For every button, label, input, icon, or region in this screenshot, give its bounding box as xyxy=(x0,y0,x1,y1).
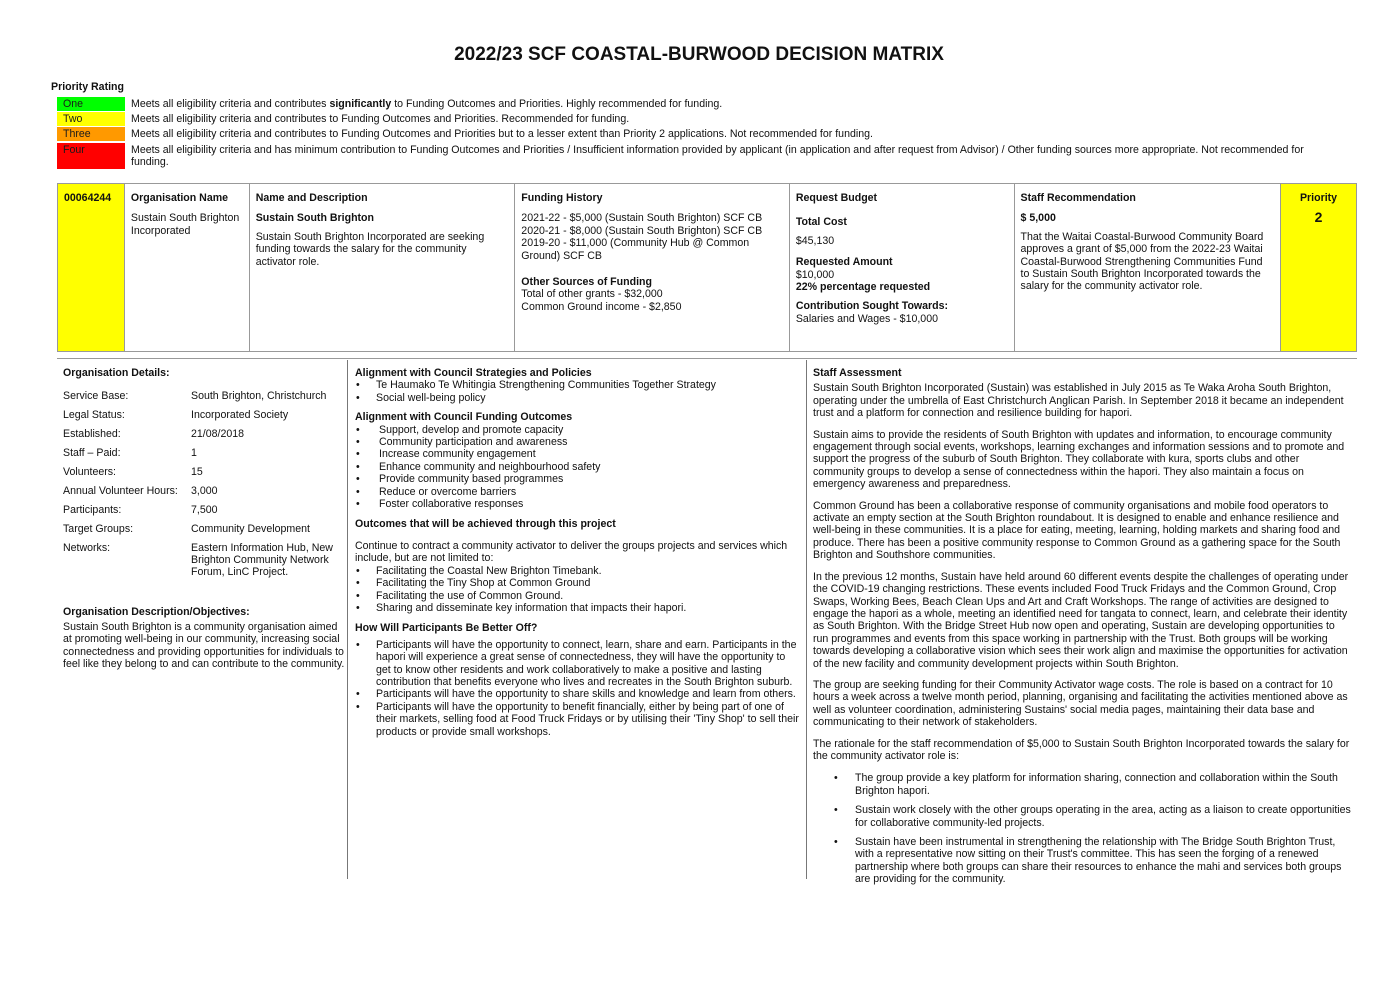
detail-value: 1 xyxy=(191,447,197,460)
detail-label: Annual Volunteer Hours: xyxy=(63,485,178,498)
request-budget-cell xyxy=(790,184,1015,351)
percentage-requested: 22% percentage requested xyxy=(795,281,931,294)
list-item: • Enhance community and neighbourhood safety xyxy=(355,461,801,473)
staff-recommendation-amount: $ 5,000 xyxy=(1020,212,1056,225)
column-divider xyxy=(806,360,807,879)
list-item: • Participants will have the opportunity to benefit financially, either by being part of one of their markets, selling food at Food Truck Fridays or by utilising their 'Tiny Shop' to sell their products or provide small workshops. xyxy=(355,701,801,738)
detail-row xyxy=(63,504,345,516)
project-intro: Continue to contract a community activator to deliver the groups projects and services which include, but are not limited to: xyxy=(355,539,788,565)
list-item: • Te Haumako Te Whitingia Strengthening Communities Together Strategy xyxy=(355,379,801,391)
requested-amount-label: Requested Amount xyxy=(795,256,893,269)
project-outcomes-heading: Outcomes that will be achieved through this project xyxy=(355,518,616,531)
list-item: • Reduce or overcome barriers xyxy=(355,486,801,498)
total-cost-label: Total Cost xyxy=(795,216,847,229)
better-off-list xyxy=(355,639,801,738)
detail-value: South Brighton, Christchurch xyxy=(191,390,327,403)
priority-desc-four: Meets all eligibility criteria and has minimum contribution to Funding Outcomes and Priorities / Insufficient information provided by applicant (in application and after request from Advisor) / Other funding sources more appropriate. Not recommended for funding. xyxy=(131,144,1304,169)
priority-header: Priority xyxy=(1299,192,1338,204)
list-item: • Foster collaborative responses xyxy=(355,498,801,510)
list-item: • Increase community engagement xyxy=(355,448,801,460)
priority-row-three xyxy=(57,127,1311,141)
list-item: • Facilitating the use of Common Ground. xyxy=(355,590,801,602)
assessment-paragraph: The group are seeking funding for their Community Activator wage costs. The role is based on a contract for 10 hours a week across a twelve month period, planning, organising and facilitating the activities mentioned above as well as volunteer coordination, administering Sustains' social media pages, maintaining their data base and communicating to their network of stakeholders. xyxy=(813,678,1348,729)
assessment-paragraph: Sustain South Brighton Incorporated (Sustain) was established in July 2015 as Te Waka Aroha South Brighton, operating under the umbrella of East Christchurch Anglican Parish. In September 2018 it became an independent trust and a platform for connection and resilience building for hapori. xyxy=(813,382,1344,420)
project-name: Sustain South Brighton xyxy=(255,212,375,225)
detail-value: 21/08/2018 xyxy=(191,428,245,441)
priority-row-one xyxy=(57,97,1311,111)
list-item: • The group provide a key platform for information sharing, connection and collaboration within the South Brighton hapori. xyxy=(813,772,1353,797)
org-description: Sustain South Brighton is a community organisation aimed at promoting well-being in our community, increasing social connectedness and providing opportunities for individuals to feel like they belong to and can contribute to the community. xyxy=(63,620,345,671)
funding-history-cell xyxy=(515,184,790,351)
detail-label: Volunteers: xyxy=(63,466,117,479)
org-description-heading: Organisation Description/Objectives: xyxy=(63,606,250,619)
detail-label: Staff – Paid: xyxy=(63,447,121,460)
detail-row xyxy=(63,523,345,535)
funding-history-header: Funding History xyxy=(521,192,603,204)
section-divider xyxy=(57,358,1357,359)
staff-recommendation-text: That the Waitai Coastal-Burwood Community Board approves a grant of $5,000 from the 2022-23 Waitai Coastal-Burwood Strengthening Communities Fund to Sustain South Brighton Incorporated towards the salary for the community activator role. xyxy=(1020,230,1264,293)
other-sources-header: Other Sources of Funding xyxy=(521,276,652,289)
org-name-cell xyxy=(125,184,250,351)
detail-label: Target Groups: xyxy=(63,523,134,536)
application-id-cell xyxy=(58,184,125,351)
priority-desc-one: Meets all eligibility criteria and contributes significantly to Funding Outcomes and Priorities. Highly recommended for funding. xyxy=(131,98,723,110)
strategies-list xyxy=(355,379,801,404)
contribution-label: Contribution Sought Towards: xyxy=(795,300,949,313)
funding-history-item: 2019-20 - $11,000 (Community Hub @ Common Ground) SCF CB xyxy=(521,237,750,262)
funding-history-item: 2020-21 - $8,000 (Sustain South Brighton) SCF CB xyxy=(521,224,763,237)
list-item: • Facilitating the Tiny Shop at Common Ground xyxy=(355,577,801,589)
list-item: • Sustain have been instrumental in strengthening the relationship with The Bridge South Brighton Trust, with a representative now sitting on their Trust's committee. This has seen the forging of a renewed partnership where both groups can share their resources to enhance the mahi and services both groups are providing for the community. xyxy=(813,836,1353,886)
detail-label: Participants: xyxy=(63,504,122,517)
priority-swatch-three: Three xyxy=(57,127,125,141)
assessment-paragraph: Sustain aims to provide the residents of South Brighton with updates and information, to encourage community engagement through social events, workshops, learning exchanges and information sessions and to promote and support the progress of the suburb of South Brighton. They collaborate with kura, sports clubs and other community groups to develop a sense of connectedness within the hapori. They also maintain a focus on emergency awareness and preparedness. xyxy=(813,428,1345,491)
detail-row xyxy=(63,485,345,497)
strategies-heading: Alignment with Council Strategies and Policies xyxy=(355,367,592,379)
assessment-paragraph: In the previous 12 months, Sustain have held around 60 different events despite the challenges of operating under the COVID-19 changing restrictions. These events included Food Truck Fridays and the Common Ground, Crop Swaps, Working Bees, Beach Clean Ups and Art and Craft Workshops. The range of activities are designed to engage the hapori as a whole, meeting an identified need for tangata to connect, learn, and celebrate their identity as South Brighton. With the Bridge Street Hub now open and operating, Sustain are developing opportunities to run programmes and events from this space working in partnership with the Trust. Both groups will be working towards developing a collaborative vision which sees their work align and maximise the opportunities for activation of the new facility and community development projects within South Brighton. xyxy=(813,570,1349,670)
detail-label: Established: xyxy=(63,428,121,441)
funding-history-item: 2021-22 - $5,000 (Sustain South Brighton) SCF CB xyxy=(521,212,763,225)
priority-cell xyxy=(1281,184,1356,351)
total-cost-value: $45,130 xyxy=(795,234,835,247)
priority-rating-heading: Priority Rating xyxy=(51,81,124,93)
priority-swatch-two: Two xyxy=(57,112,125,126)
other-source-item: Common Ground income - $2,850 xyxy=(521,300,682,313)
detail-value: 3,000 xyxy=(191,485,218,498)
list-item: • Community participation and awareness xyxy=(355,436,801,448)
funding-outcomes-list xyxy=(355,424,801,511)
list-item: • Sharing and disseminate key information that impacts their hapori. xyxy=(355,602,801,614)
name-description-cell xyxy=(250,184,516,351)
detail-label: Service Base: xyxy=(63,390,129,403)
assessment-paragraph: The rationale for the staff recommendation of $5,000 to Sustain South Brighton Incorporated towards the salary for the community activator role is: xyxy=(813,737,1350,762)
requested-amount-value: $10,000 xyxy=(795,268,835,281)
rationale-list xyxy=(813,772,1353,885)
detail-row xyxy=(63,542,345,578)
priority-row-two xyxy=(57,112,1311,126)
application-id: 00064244 xyxy=(64,192,112,204)
detail-row xyxy=(63,390,345,402)
list-item: • Participants will have the opportunity to share skills and knowledge and learn from others. xyxy=(355,688,801,700)
column-divider xyxy=(347,360,348,879)
project-description: Sustain South Brighton Incorporated are seeking funding towards the salary for the community activator role. xyxy=(255,230,485,268)
list-item: • Facilitating the Coastal New Brighton Timebank. xyxy=(355,565,801,577)
detail-value: Eastern Information Hub, New Brighton Community Network Forum, LinC Project. xyxy=(191,542,333,579)
staff-assessment xyxy=(813,367,1353,893)
detail-label: Networks: xyxy=(63,542,111,555)
summary-table xyxy=(57,183,1357,352)
staff-assessment-heading: Staff Assessment xyxy=(813,367,902,379)
funding-outcomes-heading: Alignment with Council Funding Outcomes xyxy=(355,411,573,424)
list-item: • Participants will have the opportunity to connect, learn, share and earn. Participants in the hapori will experience a great sense of connectedness, they will have the opportunity to get to know other residents and work collaboratively to make a positive and lasting contribution that benefits everyone who lives and recreates in the South Brighton suburb. xyxy=(355,639,801,689)
page-title: 2022/23 SCF COASTAL-BURWOOD DECISION MATRIX xyxy=(454,44,944,65)
organisation-details xyxy=(63,367,345,670)
assessment-paragraph: Common Ground has been a collaborative response of community organisations and mobile food operators to activate an empty section at the South Brighton roundabout. It is designed to enable and enhance resilience and well-being in these communities. It is a place for eating, meeting, learning, holding markets and sharing food and produce. There has been a positive community response to Common Ground as a gathering space for the South Brighton and Southshore communities. xyxy=(813,499,1341,562)
alignment-section xyxy=(355,367,801,738)
priority-value: 2 xyxy=(1314,209,1323,226)
detail-row xyxy=(63,466,345,478)
list-item: • Sustain work closely with the other groups operating in the area, acting as a liaison to create opportunities for collaborative community-led projects. xyxy=(813,804,1353,829)
other-source-item: Total of other grants - $32,000 xyxy=(521,288,663,301)
detail-row xyxy=(63,428,345,440)
detail-value: 15 xyxy=(191,466,203,479)
contribution-value: Salaries and Wages - $10,000 xyxy=(795,312,938,325)
staff-recommendation-header: Staff Recommendation xyxy=(1020,192,1136,204)
detail-value: Incorporated Society xyxy=(191,409,289,422)
detail-value: 7,500 xyxy=(191,504,218,517)
list-item: • Support, develop and promote capacity xyxy=(355,424,801,436)
priority-desc-two: Meets all eligibility criteria and contributes to Funding Outcomes and Priorities. Recommended for funding. xyxy=(131,113,630,125)
list-item: • Provide community based programmes xyxy=(355,473,801,485)
project-items-list xyxy=(355,565,801,615)
org-name: Sustain South Brighton Incorporated xyxy=(130,212,240,237)
better-off-heading: How Will Participants Be Better Off? xyxy=(355,622,538,635)
staff-recommendation-cell xyxy=(1015,184,1282,351)
org-details-heading: Organisation Details: xyxy=(63,367,170,379)
detail-label: Legal Status: xyxy=(63,409,125,422)
request-budget-header: Request Budget xyxy=(795,192,878,204)
priority-swatch-four: Four xyxy=(57,143,125,169)
detail-row xyxy=(63,409,345,421)
priority-desc-three: Meets all eligibility criteria and contributes to Funding Outcomes and Priorities but to a lesser extent than Priority 2 applications. Not recommended for funding. xyxy=(131,128,873,140)
detail-value: Community Development xyxy=(191,523,310,536)
name-description-header: Name and Description xyxy=(255,192,368,204)
detail-row xyxy=(63,447,345,459)
list-item: • Social well-being policy xyxy=(355,392,801,404)
priority-row-four xyxy=(57,143,1311,169)
priority-swatch-one: One xyxy=(57,97,125,111)
org-name-header: Organisation Name xyxy=(130,192,229,204)
